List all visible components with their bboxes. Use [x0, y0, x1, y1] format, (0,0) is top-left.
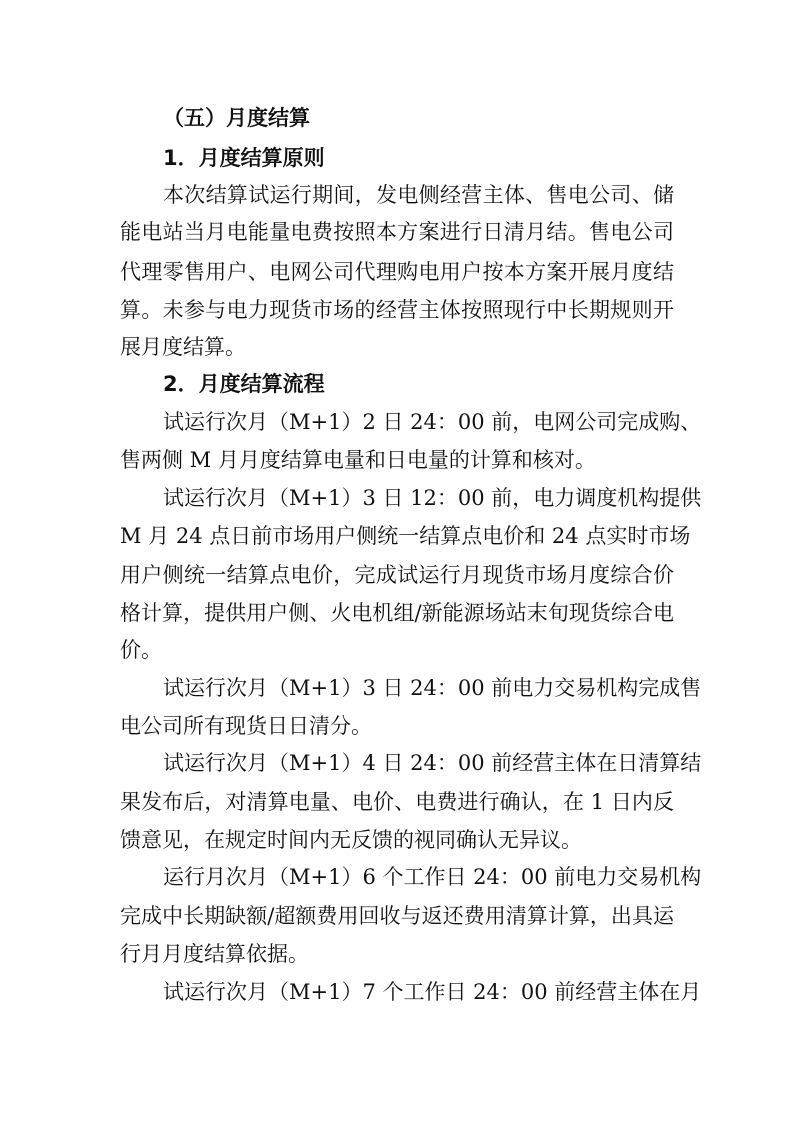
- paragraph-line: 馈意见，在规定时间内无反馈的视同确认无异议。: [120, 828, 582, 852]
- paragraph-line: 售两侧 M 月月度结算电量和日电量的计算和核对。: [120, 448, 596, 472]
- paragraph-line: 运行月次月（M+1）6 个工作日 24：00 前电力交易机构: [163, 865, 702, 889]
- paragraph-line: 完成中长期缺额/超额费用回收与返还费用清算计算，出具运: [120, 904, 674, 928]
- subsection-1-heading: 1．月度结算原则: [163, 146, 325, 170]
- paragraph-line: 格计算，提供用户侧、火电机组/新能源场站末旬现货综合电: [120, 601, 674, 625]
- paragraph-line: 果发布后，对清算电量、电价、电费进行确认，在 1 日内反: [120, 790, 674, 814]
- paragraph-line: 试运行次月（M+1）7 个工作日 24：00 前经营主体在月: [163, 980, 702, 1004]
- paragraph-line: 本次结算试运行期间，发电侧经营主体、售电公司、储: [163, 183, 674, 207]
- paragraph-line: 电公司所有现货日日清分。: [120, 714, 372, 738]
- paragraph-line: 代理零售用户、电网公司代理购电用户按本方案开展月度结: [120, 260, 674, 284]
- section-heading: （五）月度结算: [163, 106, 310, 130]
- paragraph-line: 试运行次月（M+1）2 日 24：00 前，电网公司完成购、: [163, 410, 702, 434]
- paragraph-line: 行月月度结算依据。: [120, 942, 309, 966]
- paragraph-line: 试运行次月（M+1）3 日 24：00 前电力交易机构完成售: [163, 676, 702, 700]
- paragraph-line: M 月 24 点日前市场用户侧统一结算点电价和 24 点实时市场: [120, 524, 691, 548]
- paragraph-line: 试运行次月（M+1）4 日 24：00 前经营主体在日清算结: [163, 751, 702, 775]
- paragraph-line: 价。: [120, 638, 162, 662]
- paragraph-line: 算。未参与电力现货市场的经营主体按照现行中长期规则开: [120, 298, 674, 322]
- paragraph-line: 用户侧统一结算点电价，完成试运行月现货市场月度综合价: [120, 563, 674, 587]
- paragraph-line: 试运行次月（M+1）3 日 12：00 前，电力调度机构提供: [163, 486, 702, 510]
- subsection-2-heading: 2．月度结算流程: [163, 372, 325, 396]
- paragraph-line: 展月度结算。: [120, 335, 246, 359]
- paragraph-line: 能电站当月电能量电费按照本方案进行日清月结。售电公司: [120, 220, 674, 244]
